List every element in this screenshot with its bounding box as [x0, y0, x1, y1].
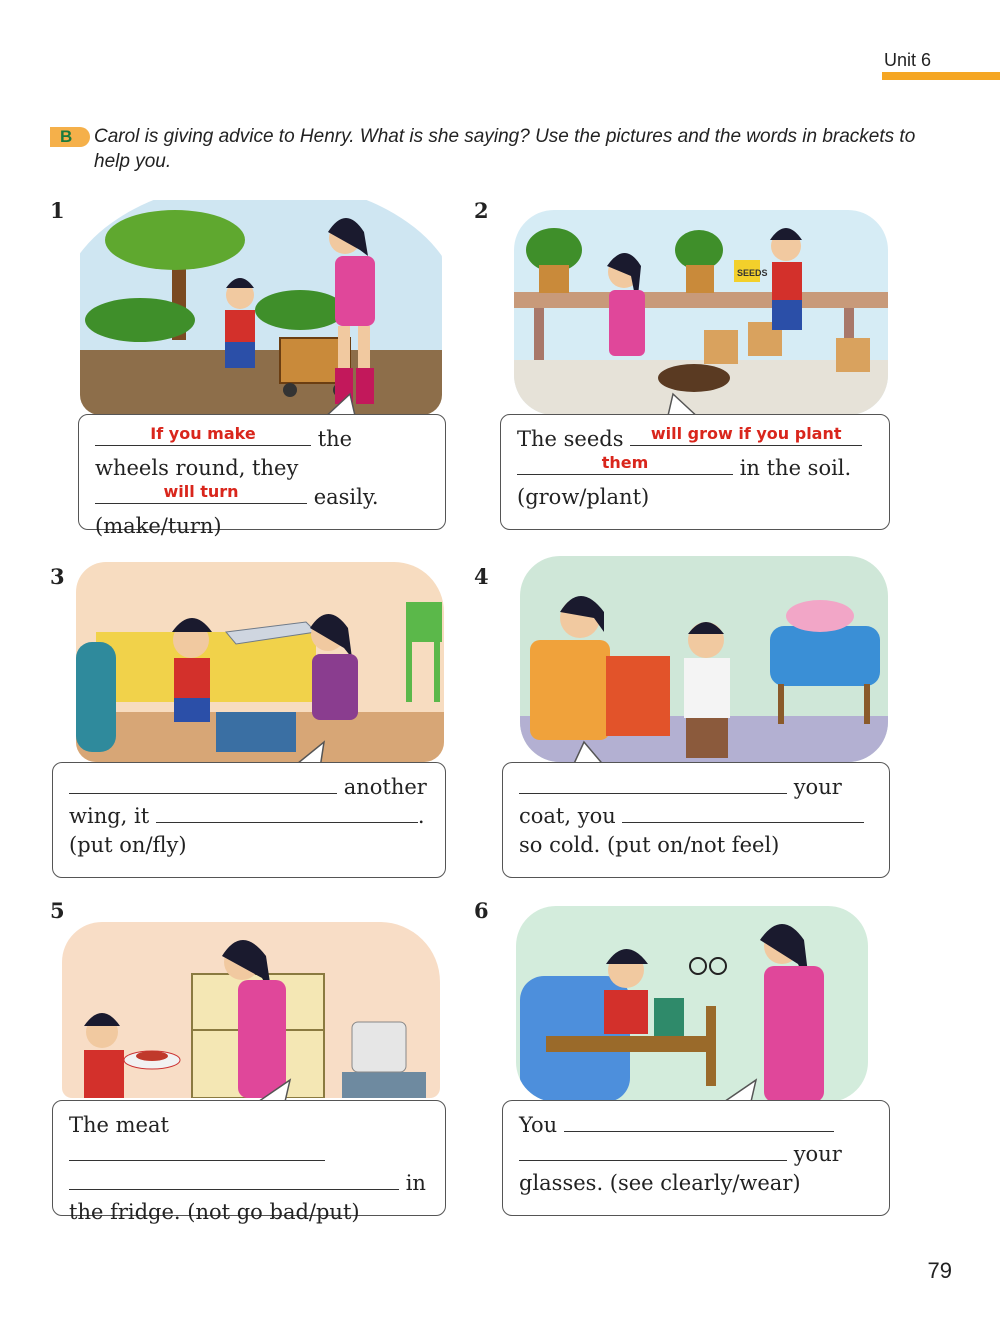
sentence-part: the wheels round, they: [95, 427, 353, 480]
coat-illustration: [520, 556, 888, 762]
toy-plane-illustration: [76, 562, 444, 762]
answer-blank[interactable]: [95, 425, 311, 446]
fridge-illustration: [62, 922, 440, 1098]
glasses-illustration: [516, 906, 868, 1102]
answer-blank[interactable]: [564, 1111, 834, 1132]
answer-blank[interactable]: [622, 802, 864, 823]
unit-accent-bar: [882, 72, 1000, 80]
answer-blank[interactable]: [517, 454, 733, 475]
item-number-3: 3: [50, 564, 65, 589]
item-number-5: 5: [50, 898, 65, 923]
section-badge: [50, 127, 90, 147]
unit-header: [882, 46, 1000, 80]
item-number-2: 2: [474, 198, 489, 223]
sentence-part: your coat, you: [519, 775, 842, 828]
answer-blank[interactable]: [69, 773, 337, 794]
answer-blank[interactable]: [630, 425, 862, 446]
instruction-text: Carol is giving advice to Henry. What is she saying? Use the pictures and the words in brackets to help you.: [94, 126, 916, 172]
answer-blank[interactable]: [519, 773, 787, 794]
sentence-part: in the soil. (grow/plant): [517, 456, 852, 509]
speech-box-6: [502, 1100, 890, 1216]
speech-box-2: [500, 414, 890, 530]
section-letter: B: [60, 127, 73, 146]
planting-seeds-illustration: [514, 210, 888, 415]
answer-text: If you make: [150, 424, 256, 443]
sentence-part: The seeds: [517, 427, 624, 451]
sentence-part: in the fridge. (not go bad/put): [69, 1171, 426, 1224]
garden-cart-illustration: [80, 200, 442, 415]
speech-box-4: [502, 762, 890, 878]
speech-box-3: [52, 762, 446, 878]
answer-blank[interactable]: [95, 483, 307, 504]
speech-box-5: [52, 1100, 446, 1224]
speech-box-1: [78, 414, 446, 538]
sentence-part: so cold. (put on/not feel): [519, 833, 780, 857]
answer-blank[interactable]: [69, 1169, 399, 1190]
sentence-part: easily. (make/turn): [95, 485, 379, 538]
page-number: 79: [927, 1258, 952, 1283]
sentence-part: your glasses. (see clearly/wear): [519, 1142, 842, 1195]
sentence-part: The meat: [69, 1113, 169, 1137]
answer-text: them: [601, 453, 649, 472]
answer-blank[interactable]: [156, 802, 418, 823]
sentence-part: another wing, it: [69, 775, 427, 828]
unit-label: Unit 6: [884, 50, 932, 70]
sentence-part: You: [519, 1113, 558, 1137]
answer-blank[interactable]: [519, 1140, 787, 1161]
item-number-1: 1: [50, 198, 65, 223]
answer-blank[interactable]: [69, 1140, 325, 1161]
seed-packet-label: SEEDS: [737, 268, 768, 278]
answer-text: will turn: [163, 482, 239, 501]
item-number-6: 6: [474, 898, 489, 923]
item-number-4: 4: [474, 564, 489, 589]
sentence-part: . (put on/fly): [69, 804, 425, 857]
answer-text: will grow if you plant: [650, 424, 842, 443]
instruction: [50, 124, 930, 174]
